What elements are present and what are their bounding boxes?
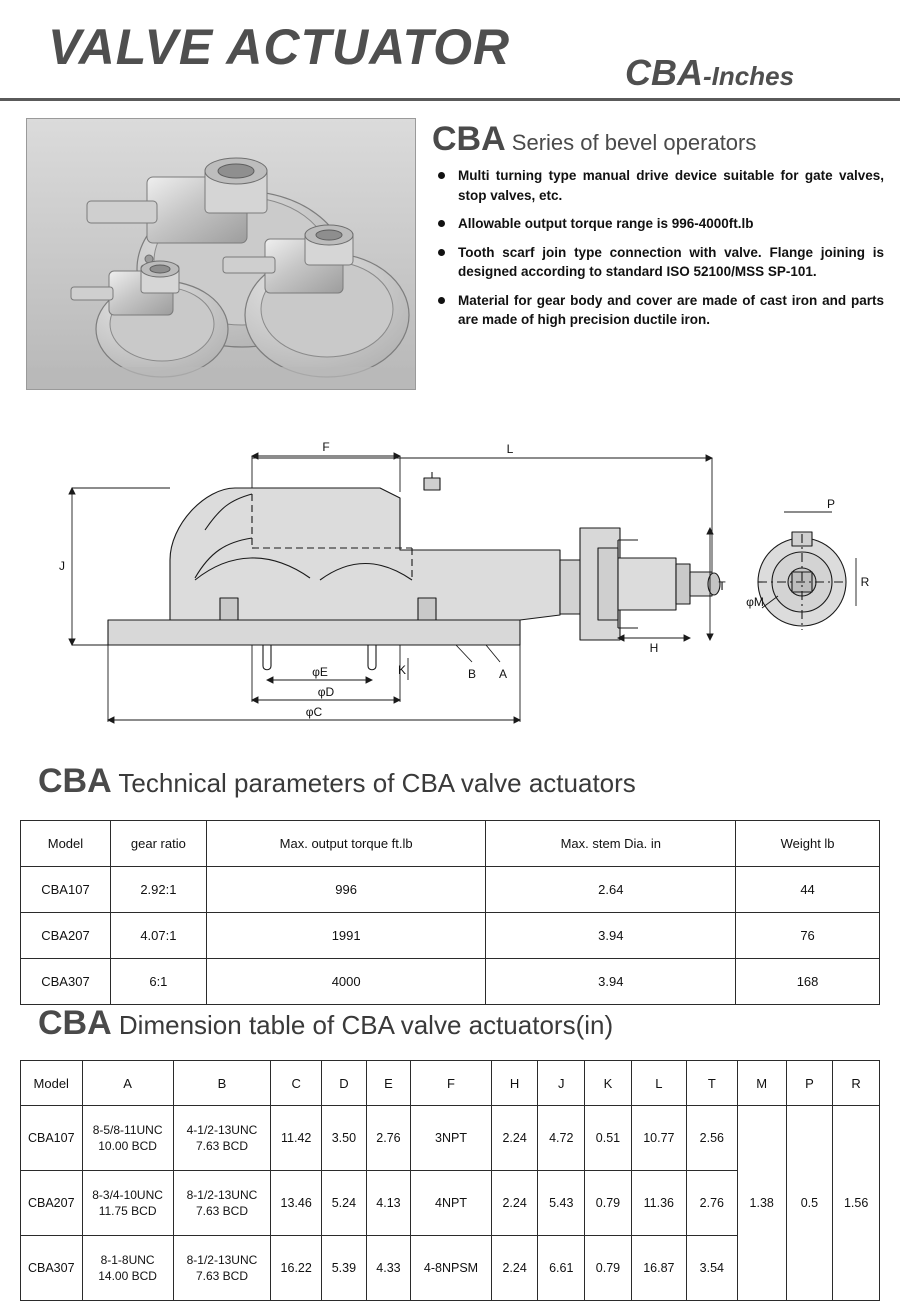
col-l: L	[631, 1061, 686, 1106]
cell-a	[82, 1171, 173, 1236]
cell-m-merged: 1.38	[737, 1106, 786, 1301]
cell-model: CBA207	[21, 913, 111, 959]
page-header	[0, 0, 900, 100]
col-r: R	[833, 1061, 880, 1106]
table-row	[21, 867, 880, 913]
page-title: VALVE ACTUATOR	[48, 19, 511, 75]
cell-p-merged: 0.5	[786, 1106, 833, 1301]
cell-k: 0.79	[585, 1236, 632, 1301]
cell-torque: 1991	[206, 913, 486, 959]
dim-label-R: R	[860, 575, 870, 589]
intro-block	[432, 122, 884, 339]
list-item: Multi turning type manual drive device suitable for gate valves, stop valves, etc.	[432, 166, 884, 205]
feature-list	[432, 166, 884, 330]
col-e: E	[366, 1061, 411, 1106]
dimension-section-heading	[38, 1004, 613, 1043]
cell-j: 5.43	[538, 1171, 585, 1236]
col-m: M	[737, 1061, 786, 1106]
dim-label-A: A	[498, 667, 508, 681]
dim-label-P: P	[826, 497, 836, 511]
dim-label-phiC: φC	[305, 705, 323, 719]
cell-k: 0.79	[585, 1171, 632, 1236]
cell-b	[173, 1171, 271, 1236]
intro-heading-big: CBA	[432, 120, 506, 158]
cell-a	[82, 1106, 173, 1171]
cell-c: 16.22	[271, 1236, 322, 1301]
intro-heading	[432, 122, 884, 156]
cell-e: 2.76	[366, 1106, 411, 1171]
col-weight: Weight lb	[736, 821, 880, 867]
cell-weight: 76	[736, 913, 880, 959]
tech-heading-big: CBA	[38, 762, 112, 800]
cell-a-line2: 14.00 BCD	[98, 1269, 157, 1283]
cell-b-line2: 7.63 BCD	[195, 1269, 248, 1283]
cell-h: 2.24	[491, 1171, 538, 1236]
cell-torque: 4000	[206, 959, 486, 1005]
cell-a-line1: 8-5/8-11UNC	[92, 1122, 163, 1137]
list-item: Allowable output torque range is 996-4000ft.lb	[432, 214, 884, 234]
cell-r-merged: 1.56	[833, 1106, 880, 1301]
cell-f: 4-8NPSM	[411, 1236, 492, 1301]
cell-b-line1: 4-1/2-13UNC	[186, 1122, 258, 1137]
cell-c: 13.46	[271, 1171, 322, 1236]
list-item: Tooth scarf join type connection with valve. Flange joining is designed according to standard ISO 52100/MSS SP-101.	[432, 243, 884, 282]
cell-f: 4NPT	[411, 1171, 492, 1236]
table-header-row	[21, 821, 880, 867]
dim-heading-rest: Dimension table of CBA valve actuators(in)	[111, 1010, 614, 1040]
cell-b-line1: 8-1/2-13UNC	[186, 1187, 258, 1202]
cell-stem-dia: 2.64	[486, 867, 736, 913]
dim-label-phiE: φE	[312, 665, 328, 679]
col-model: Model	[21, 821, 111, 867]
col-t: T	[686, 1061, 737, 1106]
cell-weight: 168	[736, 959, 880, 1005]
col-h: H	[491, 1061, 538, 1106]
list-item: Material for gear body and cover are made of cast iron and parts are made of high precision ductile iron.	[432, 291, 884, 330]
cell-gear-ratio: 6:1	[110, 959, 206, 1005]
cell-model: CBA107	[21, 1106, 83, 1171]
col-max-stem-dia: Max. stem Dia. in	[486, 821, 736, 867]
cell-a	[82, 1236, 173, 1301]
cell-l: 11.36	[631, 1171, 686, 1236]
cell-model: CBA307	[21, 959, 111, 1005]
technical-parameters-table	[20, 820, 880, 1005]
table-row	[21, 959, 880, 1005]
cell-b-line2: 7.63 BCD	[195, 1139, 248, 1153]
cell-d: 3.50	[322, 1106, 367, 1171]
cell-c: 11.42	[271, 1106, 322, 1171]
intro-heading-rest: Series of bevel operators	[505, 130, 757, 155]
cell-h: 2.24	[491, 1236, 538, 1301]
cell-weight: 44	[736, 867, 880, 913]
cell-e: 4.33	[366, 1236, 411, 1301]
table-header-row	[21, 1061, 880, 1106]
cell-b	[173, 1106, 271, 1171]
cell-b-line2: 7.63 BCD	[195, 1204, 248, 1218]
cell-a-line2: 10.00 BCD	[98, 1139, 157, 1153]
tech-section-heading	[38, 762, 636, 801]
dim-label-H: H	[649, 641, 659, 655]
cell-l: 10.77	[631, 1106, 686, 1171]
table-row	[21, 913, 880, 959]
series-title-bold: CBA	[625, 52, 703, 93]
col-max-output-torque: Max. output torque ft.lb	[206, 821, 486, 867]
col-p: P	[786, 1061, 833, 1106]
cell-torque: 996	[206, 867, 486, 913]
cell-model: CBA207	[21, 1171, 83, 1236]
cell-stem-dia: 3.94	[486, 913, 736, 959]
col-b: B	[173, 1061, 271, 1106]
header-divider	[0, 98, 900, 101]
col-gear-ratio: gear ratio	[110, 821, 206, 867]
cell-j: 6.61	[538, 1236, 585, 1301]
series-title-units: -Inches	[703, 61, 795, 91]
cell-h: 2.24	[491, 1106, 538, 1171]
cell-b	[173, 1236, 271, 1301]
dim-label-F: F	[322, 440, 330, 454]
dim-label-L: L	[506, 442, 514, 456]
dim-label-phiM: φM	[746, 595, 764, 609]
col-f: F	[411, 1061, 492, 1106]
cell-b-line1: 8-1/2-13UNC	[186, 1252, 258, 1267]
product-photo-illustration	[27, 119, 415, 389]
table-row	[21, 1106, 880, 1171]
col-j: J	[538, 1061, 585, 1106]
col-c: C	[271, 1061, 322, 1106]
dim-label-phiD: φD	[317, 685, 335, 699]
cell-stem-dia: 3.94	[486, 959, 736, 1005]
cell-d: 5.39	[322, 1236, 367, 1301]
series-title	[625, 52, 794, 94]
cell-model: CBA307	[21, 1236, 83, 1301]
dimension-drawing-svg	[20, 430, 880, 750]
cell-gear-ratio: 4.07:1	[110, 913, 206, 959]
cell-j: 4.72	[538, 1106, 585, 1171]
cell-d: 5.24	[322, 1171, 367, 1236]
col-model: Model	[21, 1061, 83, 1106]
col-a: A	[82, 1061, 173, 1106]
cell-a-line1: 8-1-8UNC	[100, 1252, 155, 1267]
cell-f: 3NPT	[411, 1106, 492, 1171]
dim-heading-big: CBA	[38, 1004, 112, 1042]
tech-heading-rest: Technical parameters of CBA valve actuators	[111, 768, 636, 798]
cell-l: 16.87	[631, 1236, 686, 1301]
cell-a-line2: 11.75 BCD	[98, 1204, 157, 1218]
cell-gear-ratio: 2.92:1	[110, 867, 206, 913]
col-k: K	[585, 1061, 632, 1106]
dim-label-T: T	[718, 579, 726, 593]
cell-t: 2.56	[686, 1106, 737, 1171]
cell-a-line1: 8-3/4-10UNC	[92, 1187, 163, 1202]
dim-label-B: B	[467, 667, 477, 681]
cell-model: CBA107	[21, 867, 111, 913]
dim-label-J: J	[59, 559, 65, 573]
cell-e: 4.13	[366, 1171, 411, 1236]
cell-t: 3.54	[686, 1236, 737, 1301]
technical-drawing	[20, 430, 880, 750]
product-photo	[26, 118, 416, 390]
cell-k: 0.51	[585, 1106, 632, 1171]
col-d: D	[322, 1061, 367, 1106]
dimension-table	[20, 1060, 880, 1301]
dim-label-K: K	[397, 663, 407, 677]
cell-t: 2.76	[686, 1171, 737, 1236]
